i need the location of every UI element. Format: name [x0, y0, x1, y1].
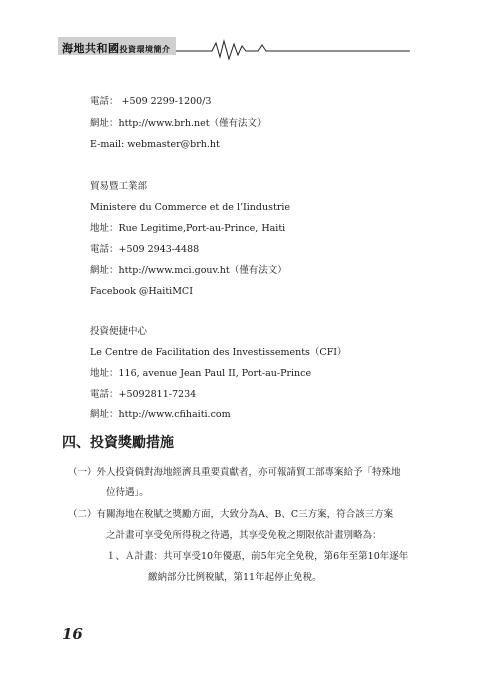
header-decoration	[0, 0, 480, 70]
cfi-name-fr: Le Centre de Facilitation des Investissements（CFI）	[90, 347, 347, 358]
mci-website: 網址：http://www.mci.gouv.ht（僅有法文）	[90, 265, 287, 276]
cfi-phone: 電話：+5092811-7234	[90, 389, 197, 400]
cfi-address: 地址：116, avenue Jean Paul II, Port-au-Prince	[90, 368, 312, 379]
mci-name-zh: 貿易暨工業部	[90, 181, 148, 192]
subitem-a-line-2: 繳納部分比例稅賦，第11年起停止免稅。	[148, 572, 322, 583]
mci-name-fr: Ministere du Commerce et de l’Iindustrie	[90, 202, 291, 213]
header-title-main: 海地共和國	[62, 42, 120, 55]
mci-phone: 電話：+509 2943-4488	[90, 244, 200, 255]
section-heading: 四、投資獎勵措施	[62, 435, 174, 451]
mci-address: 地址：Rue Legitime,Port-au-Prince, Haiti	[90, 223, 286, 234]
header-title	[62, 40, 171, 56]
header-title-sub: 投資環境簡介	[119, 45, 171, 54]
item-1-line-2: 位待遇」。	[106, 487, 149, 498]
brh-phone: 電話： +509 2299-1200/3	[90, 96, 212, 107]
item-2-line-2: 之計畫可享受免所得稅之待遇，其享受免稅之期限依計畫別略為：	[106, 530, 382, 541]
subitem-a-line-1: １、Ａ計畫：共可享受10年優惠，前5年完全免稅，第6年至第10年逐年	[106, 551, 409, 562]
brh-email: E-mail: webmaster@brh.ht	[90, 139, 220, 150]
cfi-website: 網址：http://www.cfihaiti.com	[90, 409, 231, 420]
item-1-line-1: （一）外人投資倘對海地經濟具重要貢獻者，亦可報請貿工部專案給予「特殊地	[68, 467, 401, 478]
brh-website: 網址：http://www.brh.net（僅有法文）	[90, 118, 267, 129]
item-2-line-1: （二）有關海地在稅賦之獎勵方面，大致分為A、B、C三方案，符合該三方案	[68, 509, 394, 520]
page-header	[0, 0, 480, 70]
page-number: 16	[62, 625, 83, 643]
mci-facebook: Facebook @HaitiMCI	[90, 286, 193, 297]
cfi-name-zh: 投資便捷中心	[90, 326, 148, 337]
